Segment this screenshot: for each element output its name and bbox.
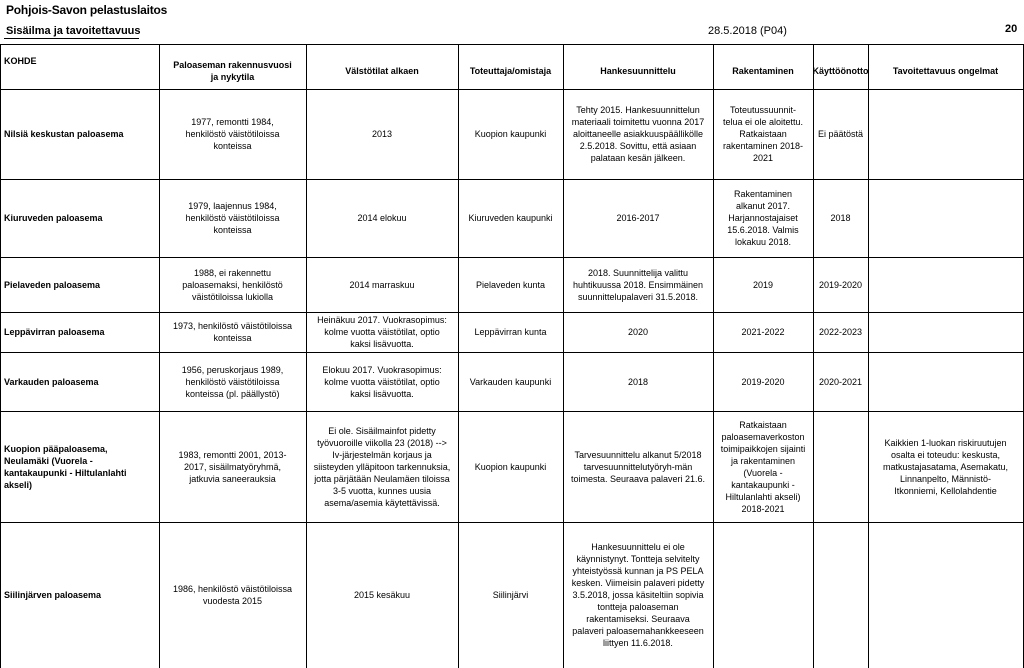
cell-kayttoonotto: Ei päätöstä — [817, 129, 864, 139]
cell-toteuttaja: Varkauden kaupunki — [469, 376, 552, 387]
cell-kohde: Kiuruveden paloasema — [4, 213, 103, 223]
cell-kayttoonotto: 2020-2021 — [818, 376, 863, 387]
cell-tavoitettavuus — [868, 257, 1023, 312]
document-date: 28.5.2018 (P04) — [708, 25, 787, 37]
cell-rakennusvuosi: 1973, henkilöstö väistötiloissa konteissa — [172, 321, 293, 343]
column-header-toteuttaja: Toteuttaja/omistaja — [469, 66, 552, 76]
cell-vaistotilat: Heinäkuu 2017. Vuokrasopimus: kolme vuotta väistötilat, optio kaksi lisävuotta. — [317, 315, 447, 349]
cell-rakentaminen: Toteutussuunnit- telua ei ole aloitettu. Ratkaistaan rakentaminen 2018- 2021 — [722, 105, 804, 163]
cell-hankesuunnittelu: Hankesuunnittelu ei ole käynnistynyt. Tontteja selvitelty yhteistyössä kunnan ja PS PELA kesken. Viimeisin palaveri pidetty 3.5.2018, jossa käsiteltiin sopivia tontteja paloaseman rakentamiseksi. Seuraava palaveri paloasemahankkeeseen liittyen 11.6.2018. — [571, 542, 705, 648]
cell-rakentaminen: 2019-2020 — [741, 376, 785, 387]
cell-vaistotilat: 2014 marraskuu — [349, 279, 415, 290]
cell-kohde: Pielaveden paloasema — [4, 279, 101, 290]
column-header-vaistotilat: Välstötilat alkaen — [345, 66, 419, 76]
cell-rakentaminen: Ratkaistaan paloasemaverkoston toimipaikkojen sijainti ja rakentaminen (Vuorela - kantakaupunki - Hiltulanlahti akseli) 2018-2021 — [720, 419, 806, 514]
organization-title: Pohjois-Savon pelastuslaitos — [6, 3, 168, 17]
cell-hankesuunnittelu: 2018 — [627, 376, 649, 387]
cell-toteuttaja: Siilinjärvi — [492, 590, 529, 600]
cell-toteuttaja: Kuopion kaupunki — [474, 129, 547, 139]
cell-rakennusvuosi: 1979, laajennus 1984, henkilöstö väistötiloissa konteissa — [185, 201, 280, 235]
column-header-kohde: KOHDE — [4, 56, 37, 66]
cell-kohde: Siilinjärven paloasema — [4, 590, 102, 600]
cell-tavoitettavuus: Kaikkien 1-luokan riskiruutujen osalta ei toteudu: keskusta, matkustajasatama, Asemakatu, Linnanpelto, Männistö- Itkonniemi, Kellolahdentie — [882, 437, 1009, 496]
cell-vaistotilat: Elokuu 2017. Vuokrasopimus: kolme vuotta väistötilat, optio kaksi lisävuotta. — [322, 364, 442, 399]
cell-hankesuunnittelu: 2020 — [627, 327, 649, 337]
cell-rakentaminen: Rakentaminen alkanut 2017. Harjannostajaiset 15.6.2018. Valmis lokakuu 2018. — [727, 189, 799, 247]
cell-toteuttaja: Kiuruveden kaupunki — [468, 213, 553, 223]
cell-tavoitettavuus — [868, 352, 1023, 411]
cell-tavoitettavuus — [868, 522, 1023, 668]
cell-kayttoonotto: 2018 — [830, 213, 851, 223]
cell-hankesuunnittelu: Tehty 2015. Hankesuunnittelun materiaali toimitettu vuonna 2017 aloittaneelle asiakkuuspäällikölle 2.5.2018. Sovittu, että asiaan palataan kesän jälkeen. — [571, 105, 705, 163]
column-header-rakennusvuosi: Paloaseman rakennusvuosi ja nykytila — [173, 60, 292, 82]
cell-rakennusvuosi: 1988, ei rakennettu paloasemaksi, henkilöstö väistötiloissa lukiolla — [182, 267, 283, 302]
cell-hankesuunnittelu: Tarvesuunnittelu alkanut 5/2018 tarvesuunnittelutyöryh-män toimesta. Seuraava palaveri 21.6. — [570, 449, 706, 484]
cell-kayttoonotto: 2022-2023 — [818, 327, 863, 337]
document-subtitle: Sisäilma ja tavoitettavuus — [6, 25, 141, 37]
cell-tavoitettavuus — [868, 179, 1023, 257]
cell-kayttoonotto — [813, 522, 868, 668]
table-rule — [0, 44, 1024, 45]
cell-rakennusvuosi: 1983, remontti 2001, 2013- 2017, sisäilmatyöryhmä, jatkuvia saneerauksia — [178, 449, 287, 484]
cell-rakennusvuosi: 1986, henkilöstö väistötiloissa vuodesta 2015 — [172, 584, 293, 606]
cell-kohde: Varkauden paloasema — [4, 376, 99, 387]
subtitle-underline — [4, 38, 139, 39]
cell-rakennusvuosi: 1977, remontti 1984, henkilöstö väistötiloissa konteissa — [185, 117, 280, 151]
cell-kayttoonotto — [813, 411, 868, 522]
cell-vaistotilat: 2015 kesäkuu — [353, 590, 411, 600]
cell-rakentaminen: 2021-2022 — [741, 327, 785, 337]
cell-vaistotilat: Ei ole. Sisäilmainfot pidetty työvuoroille viikolla 23 (2018) --> Iv-järjestelmän korjaus ja siisteyden ylläpitoon tarkennuksia, jotta pärjätään Neulamäen tiloissa 3-5 vuotta, kunnes uusia asema/asemia käytettävissä. — [313, 425, 451, 508]
cell-tavoitettavuus — [868, 89, 1023, 179]
cell-toteuttaja: Kuopion kaupunki — [474, 461, 547, 472]
cell-kohde: Nilsiä keskustan paloasema — [4, 129, 124, 139]
cell-toteuttaja: Leppävirran kunta — [474, 327, 547, 337]
column-header-hankesuunnittelu: Hankesuunnittelu — [600, 66, 676, 76]
cell-kohde: Kuopion pääpaloasema, Neulamäki (Vuorela - kantakaupunki - Hiltulanlahti akseli) — [4, 443, 127, 490]
column-header-tavoitettavuus: Tavoitettavuus ongelmat — [892, 66, 999, 76]
page-number: 20 — [1005, 23, 1018, 35]
cell-hankesuunnittelu: 2018. Suunnittelija valittu huhtikuussa 2018. Ensimmäinen suunnittelupalaveri 31.5.2018. — [572, 267, 704, 302]
cell-toteuttaja: Pielaveden kunta — [475, 279, 546, 290]
cell-rakentaminen — [713, 522, 813, 668]
cell-hankesuunnittelu: 2016-2017 — [616, 213, 660, 223]
cell-vaistotilat: 2013 — [371, 129, 393, 139]
cell-kohde: Leppävirran paloasema — [4, 327, 105, 337]
cell-rakentaminen: 2019 — [752, 279, 774, 290]
cell-tavoitettavuus — [868, 312, 1023, 352]
column-header-kayttoonotto: Käyttöönotto — [812, 66, 869, 76]
cell-vaistotilat: 2014 elokuu — [357, 213, 407, 223]
cell-kayttoonotto: 2019-2020 — [818, 279, 863, 290]
column-header-rakentaminen: Rakentaminen — [732, 66, 794, 76]
cell-rakennusvuosi: 1956, peruskorjaus 1989, henkilöstö väistötiloissa konteissa (pl. päällystö) — [181, 364, 284, 399]
